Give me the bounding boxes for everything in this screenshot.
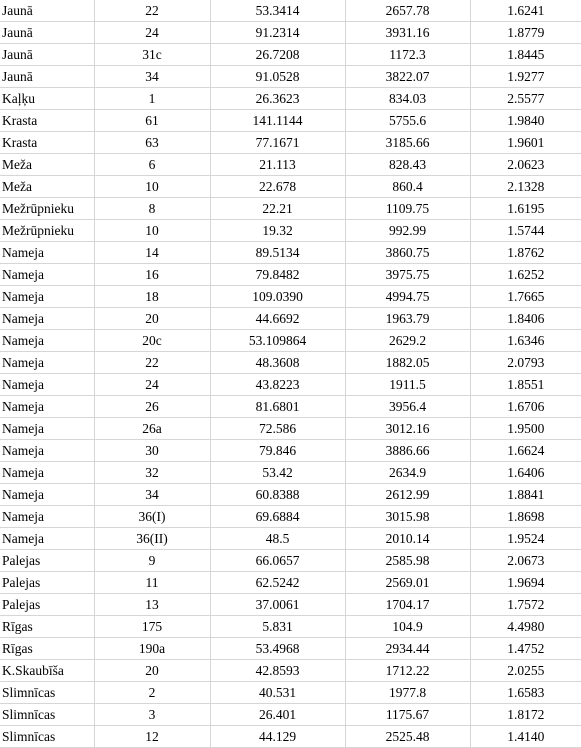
table-row: [0, 110, 581, 132]
value-a-cell: 77.1671: [210, 132, 345, 154]
value-a-cell: 91.2314: [210, 22, 345, 44]
value-c-cell: 2.0673: [470, 550, 581, 572]
value-c-cell: 2.0255: [470, 660, 581, 682]
value-c-cell: 2.0793: [470, 352, 581, 374]
value-b-cell: 1109.75: [345, 198, 470, 220]
street-cell: Nameja: [0, 440, 94, 462]
value-a-cell: 37.0061: [210, 594, 345, 616]
street-cell: Krasta: [0, 132, 94, 154]
street-cell: Krasta: [0, 110, 94, 132]
house-number-cell: 34: [94, 484, 210, 506]
value-a-cell: 69.6884: [210, 506, 345, 528]
value-a-cell: 44.129: [210, 726, 345, 748]
table-row: [0, 506, 581, 528]
value-b-cell: 860.4: [345, 176, 470, 198]
table-row: [0, 308, 581, 330]
value-c-cell: 1.8406: [470, 308, 581, 330]
value-c-cell: 1.8762: [470, 242, 581, 264]
street-cell: Nameja: [0, 462, 94, 484]
value-b-cell: 1963.79: [345, 308, 470, 330]
house-number-cell: 20c: [94, 330, 210, 352]
house-number-cell: 34: [94, 66, 210, 88]
value-b-cell: 992.99: [345, 220, 470, 242]
value-c-cell: 1.8551: [470, 374, 581, 396]
house-number-cell: 10: [94, 176, 210, 198]
street-cell: Nameja: [0, 374, 94, 396]
value-c-cell: 1.6346: [470, 330, 581, 352]
table-row: [0, 88, 581, 110]
value-c-cell: 1.6195: [470, 198, 581, 220]
table-row: [0, 594, 581, 616]
value-b-cell: 828.43: [345, 154, 470, 176]
house-number-cell: 190a: [94, 638, 210, 660]
street-cell: Nameja: [0, 352, 94, 374]
table-row: [0, 286, 581, 308]
house-number-cell: 14: [94, 242, 210, 264]
table-row: [0, 264, 581, 286]
table-row: [0, 330, 581, 352]
street-cell: Meža: [0, 154, 94, 176]
value-c-cell: 2.5577: [470, 88, 581, 110]
house-number-cell: 18: [94, 286, 210, 308]
house-number-cell: 6: [94, 154, 210, 176]
value-a-cell: 53.109864: [210, 330, 345, 352]
value-b-cell: 1712.22: [345, 660, 470, 682]
table-row: [0, 154, 581, 176]
street-cell: Nameja: [0, 330, 94, 352]
value-a-cell: 48.3608: [210, 352, 345, 374]
value-c-cell: 1.9524: [470, 528, 581, 550]
house-number-cell: 63: [94, 132, 210, 154]
street-cell: Jaunā: [0, 22, 94, 44]
house-number-cell: 20: [94, 308, 210, 330]
value-c-cell: 1.9840: [470, 110, 581, 132]
value-a-cell: 60.8388: [210, 484, 345, 506]
value-b-cell: 3012.16: [345, 418, 470, 440]
value-c-cell: 2.1328: [470, 176, 581, 198]
value-b-cell: 1977.8: [345, 682, 470, 704]
street-cell: Jaunā: [0, 44, 94, 66]
table-row: [0, 220, 581, 242]
table-row: [0, 22, 581, 44]
value-a-cell: 5.831: [210, 616, 345, 638]
street-cell: Mežrūpnieku: [0, 220, 94, 242]
value-b-cell: 834.03: [345, 88, 470, 110]
value-c-cell: 1.5744: [470, 220, 581, 242]
value-b-cell: 104.9: [345, 616, 470, 638]
value-c-cell: 1.6624: [470, 440, 581, 462]
value-c-cell: 1.9601: [470, 132, 581, 154]
table-row: [0, 550, 581, 572]
table-row: [0, 440, 581, 462]
street-cell: Slimnīcas: [0, 682, 94, 704]
table-row: [0, 44, 581, 66]
street-cell: Jaunā: [0, 66, 94, 88]
value-c-cell: 1.7665: [470, 286, 581, 308]
street-cell: Palejas: [0, 550, 94, 572]
street-cell: Meža: [0, 176, 94, 198]
value-c-cell: 1.6706: [470, 396, 581, 418]
value-b-cell: 3015.98: [345, 506, 470, 528]
table-row: [0, 484, 581, 506]
house-number-cell: 22: [94, 0, 210, 22]
value-b-cell: 3860.75: [345, 242, 470, 264]
house-number-cell: 31c: [94, 44, 210, 66]
street-cell: Nameja: [0, 286, 94, 308]
value-b-cell: 2585.98: [345, 550, 470, 572]
house-number-cell: 13: [94, 594, 210, 616]
value-c-cell: 1.8445: [470, 44, 581, 66]
table-row: [0, 198, 581, 220]
value-b-cell: 1172.3: [345, 44, 470, 66]
value-b-cell: 2934.44: [345, 638, 470, 660]
house-number-cell: 3: [94, 704, 210, 726]
value-c-cell: 4.4980: [470, 616, 581, 638]
value-a-cell: 53.3414: [210, 0, 345, 22]
value-b-cell: 3931.16: [345, 22, 470, 44]
value-c-cell: 1.4752: [470, 638, 581, 660]
value-c-cell: 1.8779: [470, 22, 581, 44]
house-number-cell: 24: [94, 22, 210, 44]
street-cell: Rīgas: [0, 616, 94, 638]
street-cell: Slimnīcas: [0, 726, 94, 748]
street-cell: Nameja: [0, 528, 94, 550]
value-c-cell: 2.0623: [470, 154, 581, 176]
house-number-cell: 36(II): [94, 528, 210, 550]
value-a-cell: 42.8593: [210, 660, 345, 682]
house-number-cell: 175: [94, 616, 210, 638]
value-a-cell: 79.846: [210, 440, 345, 462]
value-a-cell: 109.0390: [210, 286, 345, 308]
value-c-cell: 1.9694: [470, 572, 581, 594]
value-c-cell: 1.8172: [470, 704, 581, 726]
table-row: [0, 616, 581, 638]
house-number-cell: 1: [94, 88, 210, 110]
value-a-cell: 89.5134: [210, 242, 345, 264]
value-c-cell: 1.6252: [470, 264, 581, 286]
house-number-cell: 16: [94, 264, 210, 286]
value-b-cell: 3886.66: [345, 440, 470, 462]
table-row: [0, 660, 581, 682]
street-cell: Nameja: [0, 418, 94, 440]
value-a-cell: 26.401: [210, 704, 345, 726]
value-a-cell: 81.6801: [210, 396, 345, 418]
street-cell: Kaļķu: [0, 88, 94, 110]
house-number-cell: 8: [94, 198, 210, 220]
street-cell: Nameja: [0, 242, 94, 264]
value-a-cell: 48.5: [210, 528, 345, 550]
street-cell: Nameja: [0, 506, 94, 528]
house-number-cell: 10: [94, 220, 210, 242]
value-b-cell: 4994.75: [345, 286, 470, 308]
value-a-cell: 21.113: [210, 154, 345, 176]
house-number-cell: 22: [94, 352, 210, 374]
value-a-cell: 22.678: [210, 176, 345, 198]
table-row: [0, 66, 581, 88]
value-b-cell: 1882.05: [345, 352, 470, 374]
value-b-cell: 2612.99: [345, 484, 470, 506]
house-number-cell: 24: [94, 374, 210, 396]
table-row: [0, 352, 581, 374]
value-c-cell: 1.6583: [470, 682, 581, 704]
value-a-cell: 40.531: [210, 682, 345, 704]
value-c-cell: 1.9500: [470, 418, 581, 440]
table-row: [0, 176, 581, 198]
house-number-cell: 61: [94, 110, 210, 132]
value-a-cell: 43.8223: [210, 374, 345, 396]
table-row: [0, 418, 581, 440]
house-number-cell: 26a: [94, 418, 210, 440]
value-c-cell: 1.6406: [470, 462, 581, 484]
street-cell: K.Skaubīša: [0, 660, 94, 682]
value-b-cell: 1175.67: [345, 704, 470, 726]
street-cell: Nameja: [0, 264, 94, 286]
house-number-cell: 9: [94, 550, 210, 572]
street-cell: Nameja: [0, 308, 94, 330]
value-a-cell: 44.6692: [210, 308, 345, 330]
street-cell: Mežrūpnieku: [0, 198, 94, 220]
value-a-cell: 66.0657: [210, 550, 345, 572]
table-row: [0, 572, 581, 594]
value-b-cell: 2657.78: [345, 0, 470, 22]
value-a-cell: 26.7208: [210, 44, 345, 66]
value-b-cell: 2629.2: [345, 330, 470, 352]
value-a-cell: 72.586: [210, 418, 345, 440]
value-a-cell: 26.3623: [210, 88, 345, 110]
street-cell: Palejas: [0, 594, 94, 616]
street-cell: Jaunā: [0, 0, 94, 22]
street-cell: Rīgas: [0, 638, 94, 660]
street-cell: Slimnīcas: [0, 704, 94, 726]
value-a-cell: 79.8482: [210, 264, 345, 286]
value-b-cell: 1704.17: [345, 594, 470, 616]
house-number-cell: 26: [94, 396, 210, 418]
street-cell: Nameja: [0, 484, 94, 506]
table-row: [0, 638, 581, 660]
table-row: [0, 682, 581, 704]
house-number-cell: 36(I): [94, 506, 210, 528]
value-b-cell: 1911.5: [345, 374, 470, 396]
value-a-cell: 19.32: [210, 220, 345, 242]
table-row: [0, 528, 581, 550]
value-a-cell: 91.0528: [210, 66, 345, 88]
value-b-cell: 2569.01: [345, 572, 470, 594]
value-c-cell: 1.4140: [470, 726, 581, 748]
table-row: [0, 242, 581, 264]
table-row: [0, 704, 581, 726]
table-row: [0, 396, 581, 418]
house-number-cell: 12: [94, 726, 210, 748]
table-row: [0, 0, 581, 22]
house-number-cell: 20: [94, 660, 210, 682]
value-b-cell: 2010.14: [345, 528, 470, 550]
house-number-cell: 32: [94, 462, 210, 484]
table-row: [0, 726, 581, 748]
street-cell: Palejas: [0, 572, 94, 594]
street-cell: Nameja: [0, 396, 94, 418]
value-b-cell: 5755.6: [345, 110, 470, 132]
house-number-cell: 30: [94, 440, 210, 462]
value-c-cell: 1.6241: [470, 0, 581, 22]
value-b-cell: 3822.07: [345, 66, 470, 88]
value-a-cell: 22.21: [210, 198, 345, 220]
table-row: [0, 132, 581, 154]
value-a-cell: 62.5242: [210, 572, 345, 594]
value-b-cell: 3975.75: [345, 264, 470, 286]
value-c-cell: 1.8698: [470, 506, 581, 528]
house-number-cell: 2: [94, 682, 210, 704]
house-number-cell: 11: [94, 572, 210, 594]
value-c-cell: 1.8841: [470, 484, 581, 506]
value-a-cell: 53.4968: [210, 638, 345, 660]
value-b-cell: 2525.48: [345, 726, 470, 748]
value-c-cell: 1.7572: [470, 594, 581, 616]
value-a-cell: 53.42: [210, 462, 345, 484]
table-row: [0, 374, 581, 396]
value-a-cell: 141.1144: [210, 110, 345, 132]
value-b-cell: 3185.66: [345, 132, 470, 154]
value-c-cell: 1.9277: [470, 66, 581, 88]
value-b-cell: 2634.9: [345, 462, 470, 484]
value-b-cell: 3956.4: [345, 396, 470, 418]
table-row: [0, 462, 581, 484]
